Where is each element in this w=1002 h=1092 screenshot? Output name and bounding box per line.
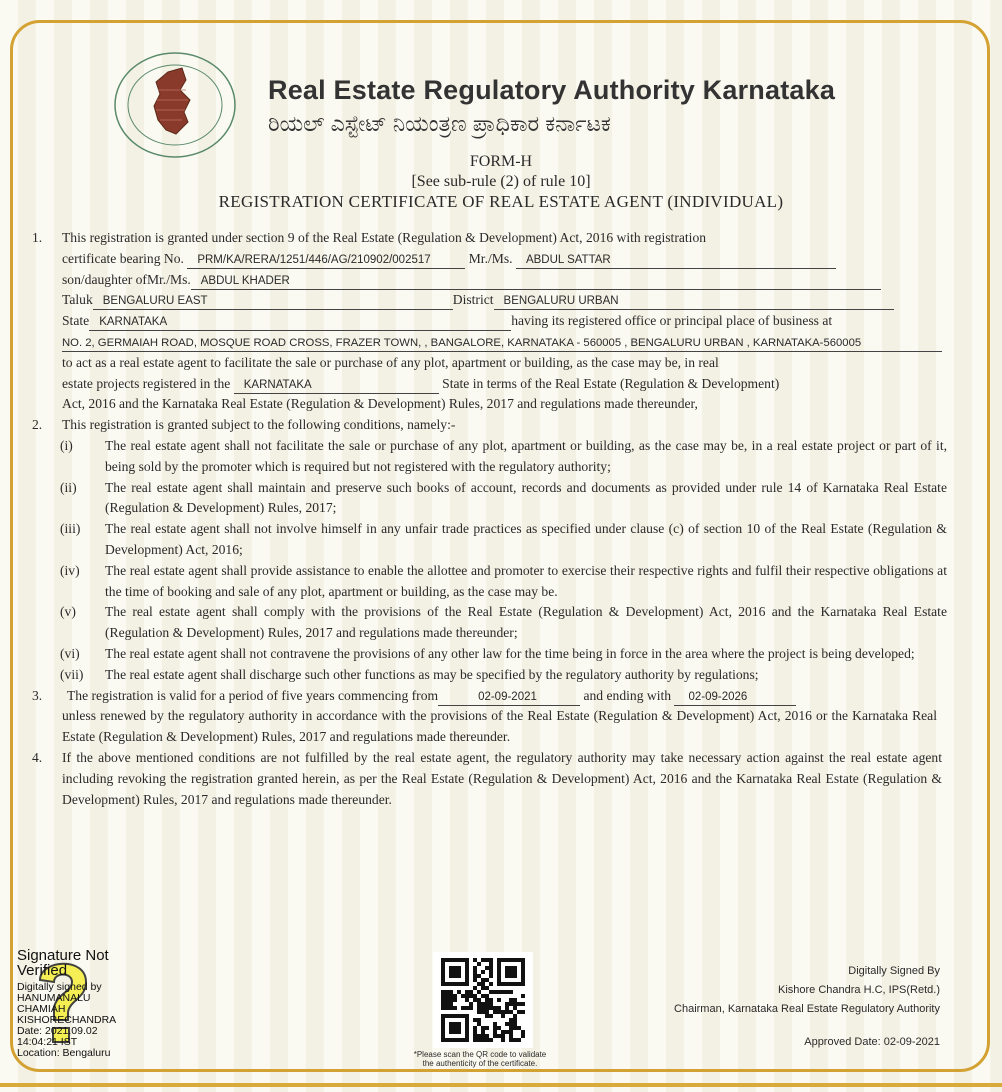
authority-title-english: Real Estate Regulatory Authority Karnataka bbox=[268, 75, 836, 105]
header bbox=[80, 45, 930, 165]
text: to act as a real estate agent to facilitate the sale or purchase of any plot, apartment or building, as the case may be, in real bbox=[62, 354, 719, 370]
state: KARNATAKA bbox=[89, 315, 511, 331]
text: estate projects registered in the bbox=[62, 375, 231, 391]
condition-text: The real estate agent shall maintain and preserve such books of account, records and documents as provided under rule 14 of Karnataka Real Estate (Regulation & Development) Rules, 2017; bbox=[105, 479, 947, 516]
clause-4 bbox=[32, 748, 947, 810]
condition-number: (vi) bbox=[60, 645, 80, 661]
condition-text: The real estate agent shall not contravene the provisions of any other law for the time being in force in the area where the project is being developed; bbox=[105, 645, 915, 661]
condition-item bbox=[32, 665, 947, 686]
approved-date: Approved Date: 02-09-2021 bbox=[804, 1036, 940, 1048]
clause-3 bbox=[32, 686, 947, 748]
form-name: FORM-H bbox=[469, 153, 533, 170]
text: 14:04:21 IST bbox=[17, 1036, 78, 1048]
text: HANUMANALU bbox=[17, 992, 91, 1004]
condition-text: The real estate agent shall comply with the provisions of the Real Estate (Regulation & Development) Act, 2016 and the Karnataka Real Estate (Regulation & Development) Rules, 2017 and regulations made thereunder; bbox=[105, 604, 947, 641]
district: BENGALURU URBAN bbox=[494, 294, 894, 310]
text: District bbox=[452, 292, 494, 308]
text: Digitally Signed By bbox=[848, 965, 940, 977]
signature-status: Signature Not Verified bbox=[17, 947, 109, 979]
certificate-title: REGISTRATION CERTIFICATE OF REAL ESTATE AGENT (INDIVIDUAL) bbox=[218, 192, 784, 211]
clause-number: 3. bbox=[32, 687, 43, 703]
signature-block[interactable] bbox=[17, 948, 117, 1059]
text: *Please scan the QR code to validate bbox=[413, 1050, 547, 1059]
condition-number: (i) bbox=[60, 437, 73, 453]
text: KISHORECHANDRA bbox=[17, 1014, 117, 1026]
condition-item bbox=[32, 436, 947, 478]
text: This registration is granted subject to the following conditions, namely:- bbox=[62, 417, 456, 433]
clause-number: 4. bbox=[32, 749, 43, 765]
condition-number: (iii) bbox=[60, 521, 81, 537]
condition-number: (vii) bbox=[60, 666, 84, 682]
condition-item bbox=[32, 519, 947, 561]
taluk: BENGALURU EAST bbox=[93, 294, 453, 310]
text: This registration is granted under section 9 of the Real Estate (Regulation & Development) Act, 2016 with registration bbox=[62, 230, 707, 245]
qr-code-image bbox=[439, 958, 527, 1042]
text: If the above mentioned conditions are not fulfilled by the real estate agent, the regulatory authority may take necessary action against the real estate agent including revoking the registration granted herein, as per the Real Estate (Regulation & Development) Act, 2016 and the Karnataka Real Estate (Regulation & Development) Rules, 2017 and regulations made thereunder. bbox=[62, 749, 942, 807]
text: Date: 2021.09.02 bbox=[17, 1025, 98, 1037]
condition-text: The real estate agent shall not facilitate the sale or purchase of any plot, apartment or building, as the case may be, in a real estate project or part of it, being sold by the promoter which is required but not registered with the regulatory authority; bbox=[105, 437, 947, 474]
signer-name: Kishore Chandra H.C, IPS(Retd.) bbox=[777, 984, 940, 996]
signer-block bbox=[674, 962, 940, 1019]
clause-number: 1. bbox=[32, 230, 43, 245]
text: Mr./Ms. bbox=[468, 250, 513, 266]
qr-code[interactable] bbox=[433, 952, 533, 1048]
text: certificate bearing No. bbox=[62, 250, 184, 266]
condition-item bbox=[32, 602, 947, 644]
form-rule: [See sub-rule (2) of rule 10] bbox=[411, 173, 591, 190]
condition-item bbox=[32, 644, 947, 665]
text: The registration is valid for a period of five years commencing from bbox=[67, 687, 439, 703]
text: son/daughter ofMr./Ms. bbox=[62, 271, 191, 287]
valid-from-date: 02-09-2021 bbox=[438, 690, 580, 706]
clause-1 bbox=[32, 228, 947, 415]
condition-item bbox=[32, 478, 947, 520]
text: having its registered office or principal place of business at bbox=[511, 313, 833, 329]
condition-number: (v) bbox=[60, 604, 76, 620]
text: unless renewed by the regulatory authority in accordance with the provisions of the Real Estate (Regulation & Development) Act, 2016 or the Karnataka Real Estate (Regulation & Development) Rules, 2017 and regulations made thereunder. bbox=[62, 708, 937, 745]
authority-title-kannada: ರಿಯಲ್ ಎಸ್ಟೇಟ್ ನಿಯಂತ್ರಣ ಪ್ರಾಧಿಕಾರ ಕರ್ನಾಟಕ bbox=[268, 111, 611, 136]
condition-text: The real estate agent shall discharge such other functions as may be specified by the regulatory authority by regulations; bbox=[105, 666, 759, 682]
condition-number: (iv) bbox=[60, 562, 80, 578]
text: Location: Bengaluru bbox=[17, 1047, 111, 1059]
text: CHAMIAH bbox=[17, 1003, 66, 1015]
business-address: NO. 2, GERMAIAH ROAD, MOSQUE ROAD CROSS, FRAZER TOWN, , BANGALORE, KARNATAKA - 560005 , BENGALURU URBAN , KARNATAKA-560005 bbox=[62, 336, 942, 352]
condition-text: The real estate agent shall provide assistance to enable the allottee and promoter to exercise their respective rights and fulfil their respective obligations at the time of booking and sale of any plot, apartment or building, as the case may be. bbox=[105, 562, 947, 599]
conditions-list bbox=[32, 436, 947, 686]
text: Act, 2016 and the Karnataka Real Estate (Regulation & Development) Rules, 2017 and regulations made thereunder, bbox=[62, 396, 698, 412]
valid-until-date: 02-09-2026 bbox=[674, 690, 796, 706]
condition-text: The real estate agent shall not involve himself in any unfair trade practices as specified under clause (c) of section 10 of the Real Estate (Regulation & Development) Act, 2016; bbox=[105, 521, 947, 557]
father-name: ABDUL KHADER bbox=[191, 274, 881, 290]
condition-number: (ii) bbox=[60, 479, 77, 495]
condition-item bbox=[32, 561, 947, 603]
clause-2 bbox=[32, 415, 947, 436]
text: the authenticity of the certificate. bbox=[422, 1059, 538, 1068]
text: State in terms of the Real Estate (Regulation & Development) bbox=[442, 375, 780, 391]
text: State bbox=[62, 313, 90, 329]
signer-title: Chairman, Karnataka Real Estate Regulatory Authority bbox=[674, 1003, 940, 1015]
certificate-body bbox=[32, 228, 947, 810]
rera-seal-logo bbox=[110, 50, 240, 160]
registration-number: PRM/KA/RERA/1251/446/AG/210902/002517 bbox=[187, 253, 465, 269]
text: and ending with bbox=[583, 687, 672, 703]
project-state: KARNATAKA bbox=[234, 378, 439, 394]
text: Digitally signed by bbox=[17, 981, 102, 993]
qr-note bbox=[380, 1050, 580, 1068]
agent-name: ABDUL SATTAR bbox=[516, 253, 836, 269]
text: Taluk bbox=[62, 292, 93, 308]
clause-number: 2. bbox=[32, 417, 43, 433]
